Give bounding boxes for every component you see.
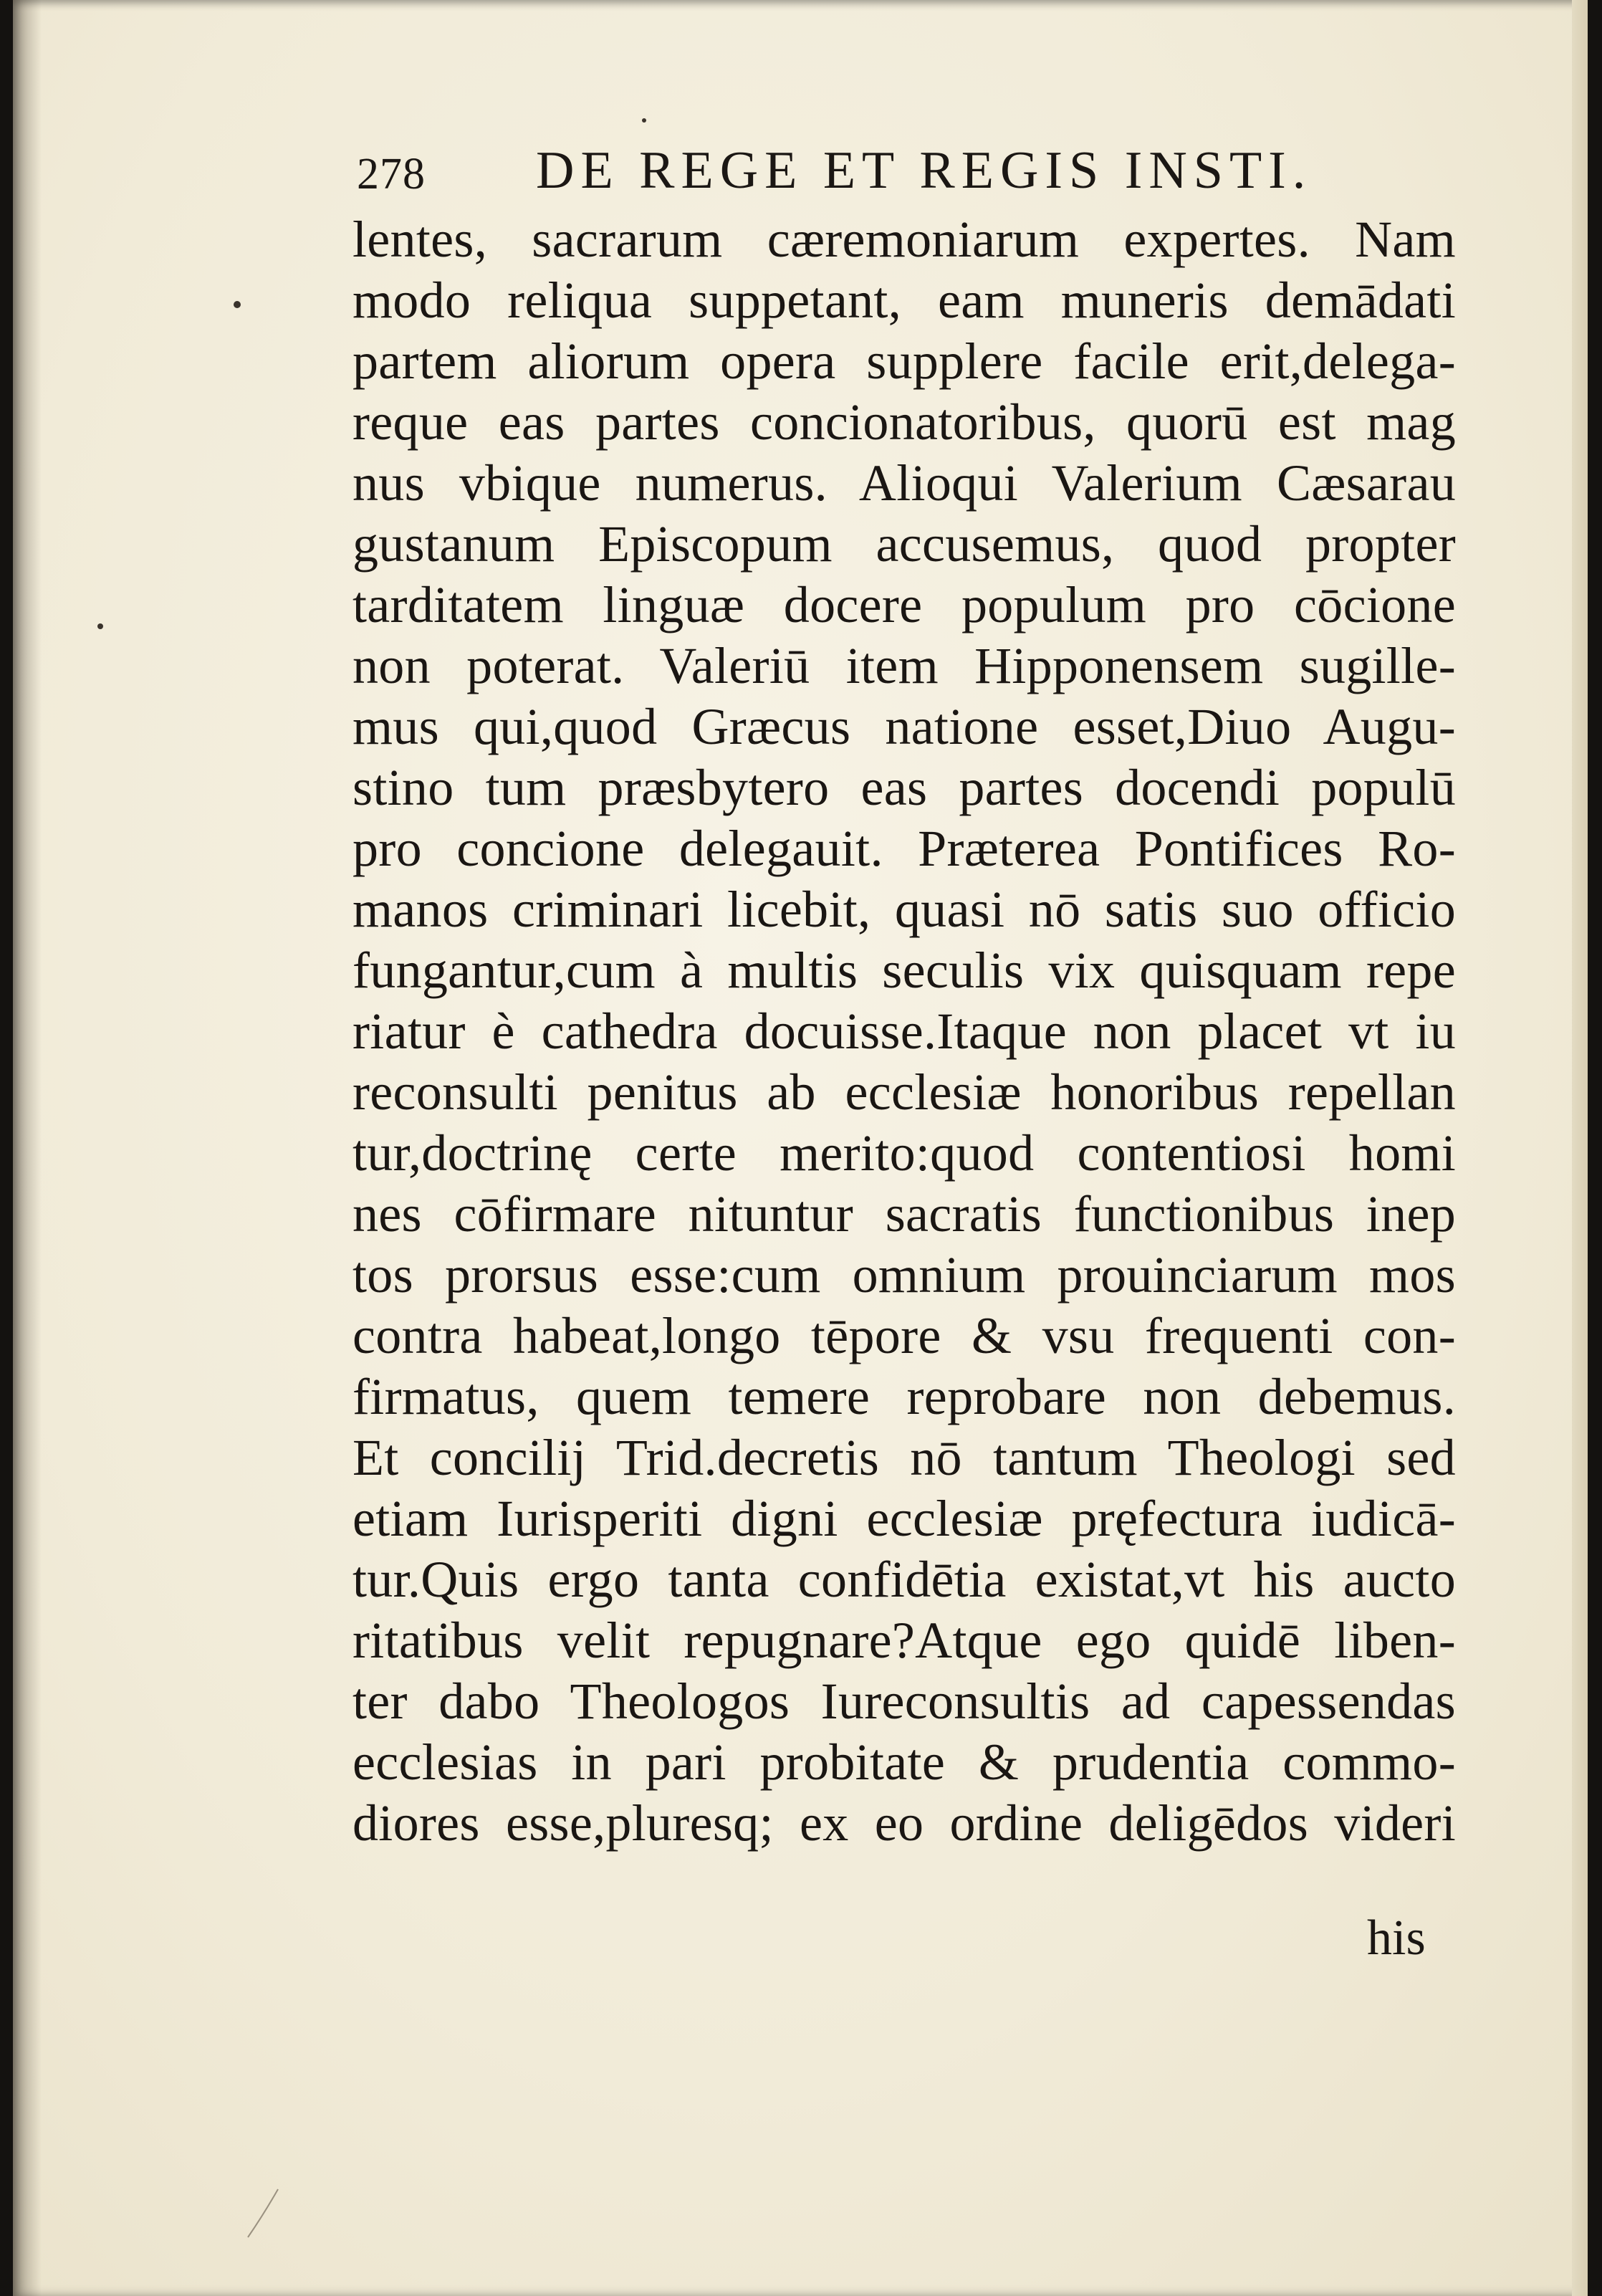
page-number: 278 [357,150,426,198]
text-line: ter dabo Theologos Iureconsultis ad capessendas [352,1673,1456,1730]
text-line: nus vbique numerus. Alioqui Valerium Cæsarau [352,454,1456,512]
text-line: reconsulti penitus ab ecclesiæ honoribus repellan [352,1063,1456,1121]
text-line: diores esse,pluresq; ex eo ordine deligēdos videri [352,1794,1456,1852]
text-line: Et concilij Trid.decretis nō tantum Theologi sed [352,1429,1456,1486]
body-text [352,209,1456,1854]
page-edge [1572,0,1588,2296]
text-line: contra habeat,longo tēpore & vsu frequenti con- [352,1307,1456,1364]
text-line: tur.Quis ergo tanta confidētia existat,vt his aucto [352,1551,1456,1608]
text-line: modo reliqua suppetant, eam muneris demādati [352,272,1456,329]
text-line: non poterat. Valeriū item Hipponensem sugille- [352,637,1456,694]
running-head-title: DE REGE ET REGIS INSTI. [536,141,1313,200]
text-line: reque eas partes concionatoribus, quorū est mag [352,393,1456,451]
text-line: tur,doctrinę certe merito:quod contentiosi homi [352,1124,1456,1182]
text-line: nes cōfirmare nituntur sacratis functionibus inep [352,1185,1456,1243]
text-line: gustanum Episcopum accusemus, quod propter [352,515,1456,573]
pencil-mark [242,2186,285,2243]
text-line: riatur è cathedra docuisse.Itaque non placet vt iu [352,1003,1456,1060]
text-line: manos criminari licebit, quasi nō satis suo officio [352,881,1456,938]
text-line: fungantur,cum à multis seculis vix quisquam repe [352,942,1456,999]
text-line: pro concione delegauit. Præterea Pontifices Ro- [352,820,1456,877]
text-line: etiam Iurisperiti digni ecclesiæ pręfectura iudicā- [352,1490,1456,1547]
ink-speck [642,118,646,123]
text-line: ecclesias in pari probitate & prudentia commo- [352,1733,1456,1791]
text-line: partem aliorum opera supplere facile erit,delega- [352,333,1456,390]
text-line: mus qui,quod Græcus natione esset,Diuo Augu- [352,698,1456,755]
text-line: lentes, sacrarum cæremoniarum expertes. Nam [352,211,1456,268]
spine-shadow [13,0,42,2296]
background-edge [1588,0,1602,2296]
text-line: tos prorsus esse:cum omnium prouinciarum mos [352,1246,1456,1304]
text-line: firmatus, quem temere reprobare non debemus. [352,1368,1456,1425]
catchword: his [1367,1910,1426,1966]
book-page [13,0,1602,2296]
ink-speck [97,623,103,629]
text-line: ritatibus velit repugnare?Atque ego quidē liben- [352,1612,1456,1669]
text-line: tarditatem linguæ docere populum pro cōcione [352,576,1456,633]
text-line: stino tum præsbytero eas partes docendi populū [352,759,1456,816]
running-head [357,140,1360,212]
ink-speck [234,301,241,308]
